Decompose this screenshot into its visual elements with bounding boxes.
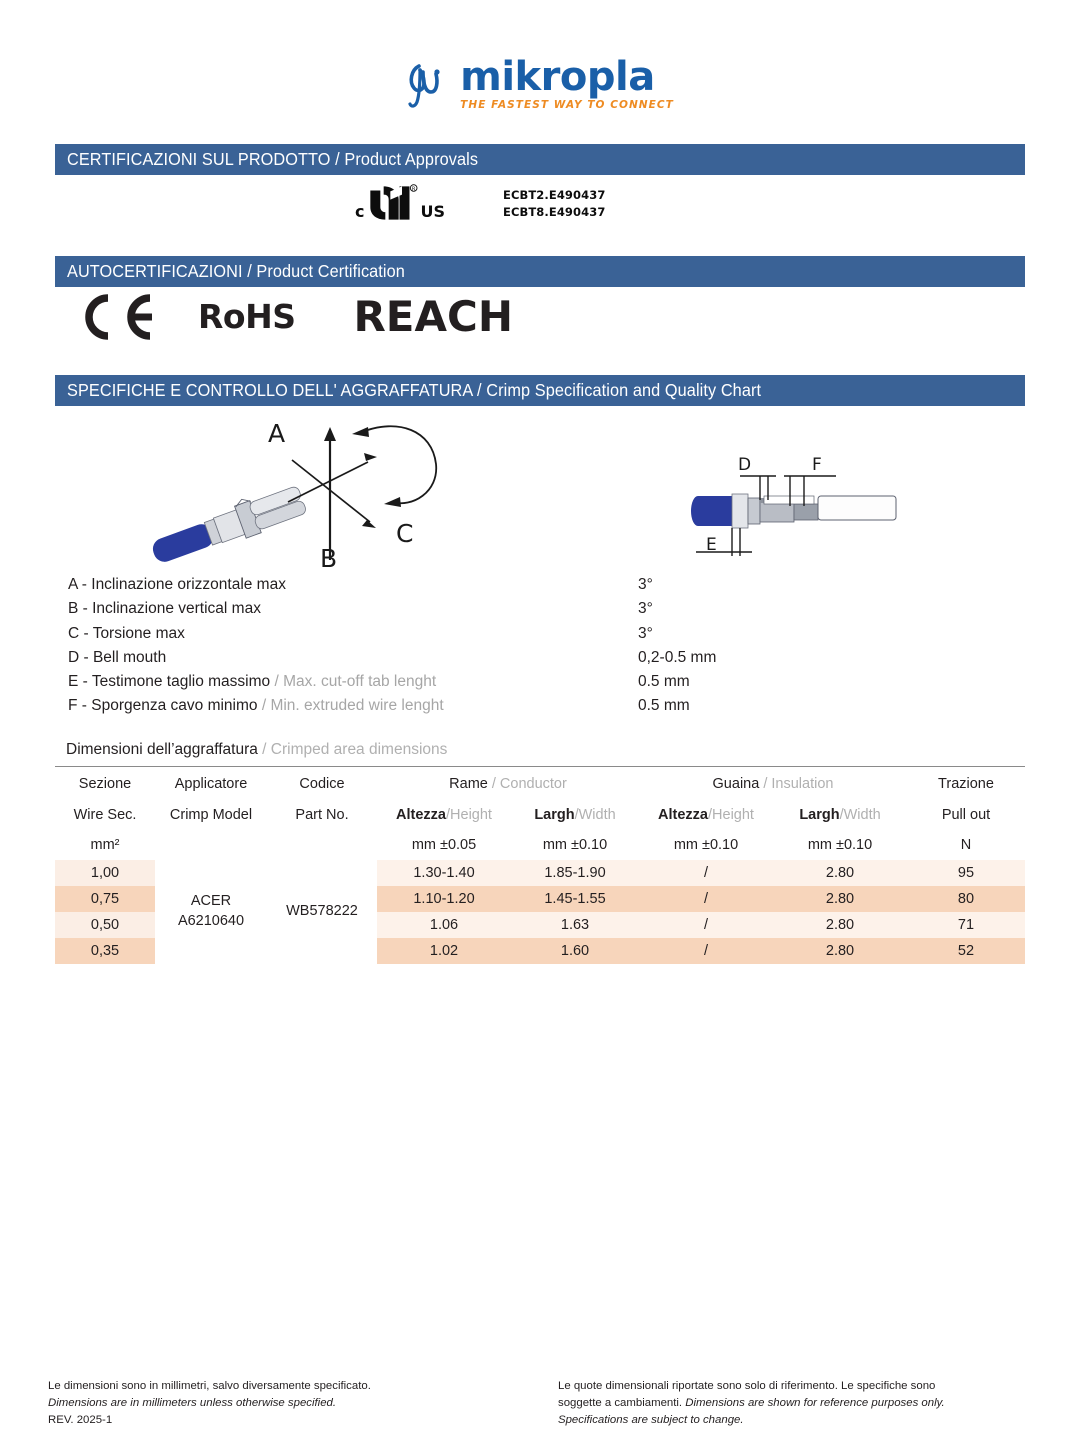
spec-value-b: 3° xyxy=(638,600,653,618)
table-header-row-sub xyxy=(55,799,1025,830)
footer-right-line3: Specifications are subject to change. xyxy=(558,1414,744,1427)
spec-value-a: 3° xyxy=(638,576,653,593)
unit-blank-codice xyxy=(267,830,377,860)
header-codice: Codice xyxy=(299,775,345,792)
subheader-crimp-model: Crimp Model xyxy=(169,806,253,823)
footer-right-line1: Le quote dimensionali riportate sono solo di riferimento. Le specifiche sono xyxy=(558,1380,936,1392)
crimp-section-dimensions-diagram xyxy=(680,448,930,566)
ce-mark-icon xyxy=(78,293,156,341)
ul-us-label: US xyxy=(420,202,445,221)
spec-label-b: B - Inclinazione vertical max xyxy=(68,600,261,618)
cell-guaina-width: 2.80 xyxy=(773,912,907,938)
subheader-guaina-width: Largh/Width xyxy=(799,806,881,823)
logo-wordmark: mikropla xyxy=(460,54,655,100)
cell-sezione: 1,00 xyxy=(55,860,155,886)
cell-rame-width: 1.60 xyxy=(511,938,639,964)
subheader-rame-height: Altezza/Height xyxy=(396,806,492,823)
cell-codice: WB578222 xyxy=(286,903,358,920)
cell-rame-width: 1.45-1.55 xyxy=(511,886,639,912)
cell-rame-width: 1.85-1.90 xyxy=(511,860,639,886)
spec-label-d: D - Bell mouth xyxy=(68,648,167,666)
rohs-mark: RoHS xyxy=(198,297,296,336)
spec-row-c xyxy=(68,625,728,649)
footer-left-line2: Dimensions are in millimeters unless otherwise specified. xyxy=(48,1397,337,1410)
section-header-product-approvals xyxy=(55,144,1025,175)
crimp-tilt-axes-diagram xyxy=(140,412,480,572)
cell-sezione: 0,75 xyxy=(55,886,155,912)
spec-row-f xyxy=(68,697,728,721)
section-header-crimp-spec xyxy=(55,375,1025,406)
header-guaina: Guaina / Insulation xyxy=(712,775,834,792)
ul-approval-block xyxy=(355,183,605,223)
applicator-code: A6210640 xyxy=(177,913,245,929)
spec-row-b xyxy=(68,600,728,624)
spec-value-c: 3° xyxy=(638,624,653,642)
page-footer xyxy=(48,1378,1038,1429)
spec-label-f: F - Sporgenza cavo minimo / Min. extruded wire lenght xyxy=(68,697,444,715)
spec-label-a: A - Inclinazione orizzontale max xyxy=(68,576,286,593)
table-title-en: / Crimped area dimensions xyxy=(257,741,448,758)
ul-listed-mark xyxy=(355,183,445,223)
table-title xyxy=(66,741,447,759)
header-applicatore: Applicatore xyxy=(174,775,248,792)
svg-text:D: D xyxy=(738,455,752,475)
cell-rame-height: 1.02 xyxy=(377,938,511,964)
spec-row-a xyxy=(68,576,728,600)
cell-guaina-height: / xyxy=(639,860,773,886)
certification-marks xyxy=(78,292,513,341)
cell-rame-height: 1.10-1.20 xyxy=(377,886,511,912)
ul-file-number-1: ECBT2.E490437 xyxy=(503,187,606,202)
crimp-dimensions-table xyxy=(55,768,1025,964)
table-header-row-group xyxy=(55,768,1025,799)
footer-right-line2-en: Dimensions are shown for reference purposes only. xyxy=(685,1397,945,1410)
svg-text:C: C xyxy=(396,519,414,548)
table-header-row-units xyxy=(55,830,1025,860)
ul-file-numbers xyxy=(503,188,605,219)
spec-value-d: 0,2-0.5 mm xyxy=(638,648,717,666)
footer-revision: REV. 2025-1 xyxy=(48,1414,113,1427)
section-header-crimp-spec-label: SPECIFICHE E CONTROLLO DELL' AGGRAFFATURA / Crimp Specification and Quality Chart xyxy=(67,380,762,400)
subheader-part-no: Part No. xyxy=(295,806,349,823)
unit-blank-applicatore xyxy=(155,830,267,860)
logo-tagline: THE FASTEST WAY TO CONNECT xyxy=(460,99,674,112)
ul-listed-mark-icon xyxy=(365,183,419,223)
subheader-wire-sec: Wire Sec. xyxy=(73,806,137,823)
subheader-guaina-height: Altezza/Height xyxy=(658,806,754,823)
cell-applicatore xyxy=(155,860,267,964)
svg-text:F: F xyxy=(812,455,822,475)
cell-sezione: 0,35 xyxy=(55,938,155,964)
unit-guaina-width: mm ±0.10 xyxy=(807,837,873,853)
unit-rame-height: mm ±0.05 xyxy=(411,837,477,853)
ul-file-number-2: ECBT8.E490437 xyxy=(503,204,606,219)
footer-left xyxy=(48,1378,518,1429)
header-trazione: Trazione xyxy=(938,775,994,792)
subheader-pull-out: Pull out xyxy=(941,806,991,823)
cell-guaina-height: / xyxy=(639,912,773,938)
cell-sezione: 0,50 xyxy=(55,912,155,938)
cell-trazione: 95 xyxy=(907,860,1025,886)
cell-rame-width: 1.63 xyxy=(511,912,639,938)
cell-guaina-height: / xyxy=(639,886,773,912)
table-title-it: Dimensioni dell’aggraffatura xyxy=(66,741,258,758)
cell-rame-height: 1.06 xyxy=(377,912,511,938)
cell-guaina-height: / xyxy=(639,938,773,964)
svg-text:A: A xyxy=(268,419,286,448)
footer-right xyxy=(558,1378,1038,1429)
header-sezione: Sezione xyxy=(78,775,132,792)
subheader-rame-width: Largh/Width xyxy=(534,806,616,823)
cell-trazione: 80 xyxy=(907,886,1025,912)
spec-label-e: E - Testimone taglio massimo / Max. cut-off tab lenght xyxy=(68,673,437,691)
table-title-rule xyxy=(55,766,1025,767)
cell-trazione: 52 xyxy=(907,938,1025,964)
crimp-spec-list xyxy=(68,576,728,722)
section-header-product-certification-label: AUTOCERTIFICAZIONI / Product Certification xyxy=(67,261,405,281)
svg-text:B: B xyxy=(320,544,338,572)
header-rame: Rame / Conductor xyxy=(449,775,567,792)
svg-text:E: E xyxy=(706,535,717,555)
footer-left-line1: Le dimensioni sono in millimetri, salvo diversamente specificato. xyxy=(48,1380,371,1392)
cell-guaina-width: 2.80 xyxy=(773,886,907,912)
reach-mark: REACH xyxy=(353,292,513,341)
cell-trazione: 71 xyxy=(907,912,1025,938)
cell-guaina-width: 2.80 xyxy=(773,860,907,886)
unit-trazione: N xyxy=(960,837,972,853)
cell-rame-height: 1.30-1.40 xyxy=(377,860,511,886)
table-row xyxy=(55,860,1025,886)
section-header-product-certification xyxy=(55,256,1025,287)
spec-row-e xyxy=(68,673,728,697)
ul-c-label: c xyxy=(355,202,365,221)
footer-right-line2: soggette a cambiamenti. xyxy=(558,1397,683,1410)
applicator-model: ACER xyxy=(190,893,232,910)
spec-row-d xyxy=(68,649,728,673)
cell-guaina-width: 2.80 xyxy=(773,938,907,964)
unit-guaina-height: mm ±0.10 xyxy=(673,837,739,853)
svg-text:R: R xyxy=(412,186,416,193)
spec-label-c: C - Torsione max xyxy=(68,624,185,642)
unit-rame-width: mm ±0.10 xyxy=(542,837,608,853)
spec-value-f: 0.5 mm xyxy=(638,697,690,715)
spec-value-e: 0.5 mm xyxy=(638,673,690,691)
section-header-product-approvals-label: CERTIFICAZIONI SUL PRODOTTO / Product Approvals xyxy=(67,149,479,169)
unit-mm2: mm² xyxy=(90,837,120,853)
mikropla-monogram-icon xyxy=(406,60,452,110)
company-logo xyxy=(0,54,1080,112)
